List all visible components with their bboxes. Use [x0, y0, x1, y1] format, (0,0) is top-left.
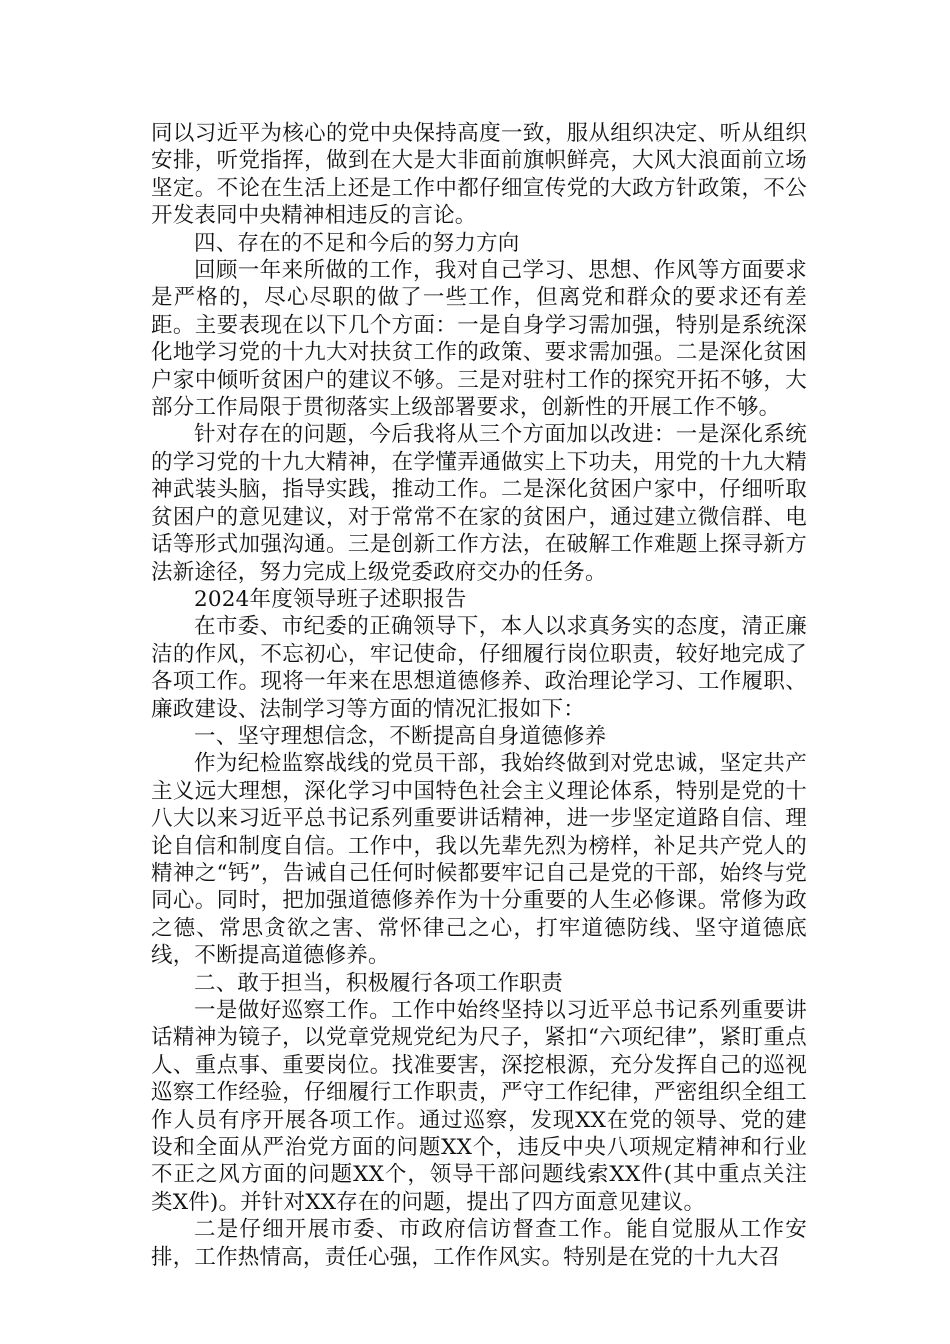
- section-heading-ideals: 一、坚守理想信念，不断提高自身道德修养: [194, 723, 607, 749]
- document-body: [151, 120, 807, 1271]
- paragraph-intro: 在市委、市纪委的正确领导下，本人以求真务实的态度，清正廉洁的作风，不忘初心，牢记使命，仔细履行岗位职责，较好地完成了各项工作。现将一年来在思想道德修养、政治理论学习、工作履职、廉政建设、法制学习等方面的情况汇报如下：: [151, 614, 807, 722]
- paragraph-petition: 二是仔细开展市委、市政府信访督查工作。能自觉服从工作安排，工作热情高，责任心强，工作作风实。特别是在党的十九大召: [151, 1217, 807, 1270]
- paragraph-ideals: 作为纪检监察战线的党员干部，我始终做到对党忠诚，坚定共产主义远大理想，深化学习中国特色社会主义理论体系，特别是党的十八大以来习近平总书记系列重要讲话精神，进一步坚定道路自信、理论自信和制度自信。工作中，我以先辈先烈为榜样，补足共产党人的精神之“钙”，告诫自己任何时候都要牢记自己是党的干部，始终与党同心。同时，把加强道德修养作为十分重要的人生必修课。常修为政之德、常思贪欲之害、常怀律己之心，打牢道德防线、坚守道德底线，不断提高道德修养。: [151, 751, 807, 969]
- section-heading-shortcomings: 四、存在的不足和今后的努力方向: [194, 230, 520, 256]
- paragraph-inspection: 一是做好巡察工作。工作中始终坚持以习近平总书记系列重要讲话精神为镜子，以党章党规党纪为尺子，紧扣“六项纪律”，紧盯重点人、重点事、重要岗位。找准要害，深挖根源，充分发挥自己的巡视巡察工作经验，仔细履行工作职责，严守工作纪律，严密组织全组工作人员有序开展各项工作。通过巡察，发现XX在党的领导、党的建设和全面从严治党方面的问题XX个，违反中央八项规定精神和行业不正之风方面的问题XX个，领导干部问题线索XX件(其中重点关注类X件)。并针对XX存在的问题，提出了四方面意见建议。: [151, 998, 807, 1215]
- section-heading-duties: 二、敢于担当，积极履行各项工作职责: [194, 970, 563, 996]
- paragraph-improvements: 针对存在的问题，今后我将从三个方面加以改进：一是深化系统的学习党的十九大精神，在学懂弄通做实上下功夫，用党的十九大精神武装头脑，指导实践，推动工作。二是深化贫困户家中，仔细听取贫困户的意见建议，对于常常不在家的贫困户，通过建立微信群、电话等形式加强沟通。三是创新工作方法，在破解工作难题上探寻新方法新途径，努力完成上级党委政府交办的任务。: [151, 422, 807, 585]
- paragraph-continuation: 同以习近平为核心的党中央保持高度一致，服从组织决定、听从组织安排，听党指挥，做到在大是大非面前旗帜鲜亮，大风大浪面前立场坚定。不论在生活上还是工作中都仔细宣传党的大政方针政策，不公开发表同中央精神相违反的言论。: [151, 121, 807, 229]
- report-title: 2024年度领导班子述职报告: [194, 586, 467, 612]
- paragraph-review: 回顾一年来所做的工作，我对自己学习、思想、作风等方面要求是严格的，尽心尽职的做了一些工作，但离党和群众的要求还有差距。主要表现在以下几个方面：一是自身学习需加强，特别是系统深化地学习党的十九大对扶贫工作的政策、要求需加强。二是深化贫困户家中倾听贫困户的建议不够。三是对驻村工作的探究开拓不够，大部分工作局限于贯彻落实上级部署要求，创新性的开展工作不够。: [151, 258, 807, 421]
